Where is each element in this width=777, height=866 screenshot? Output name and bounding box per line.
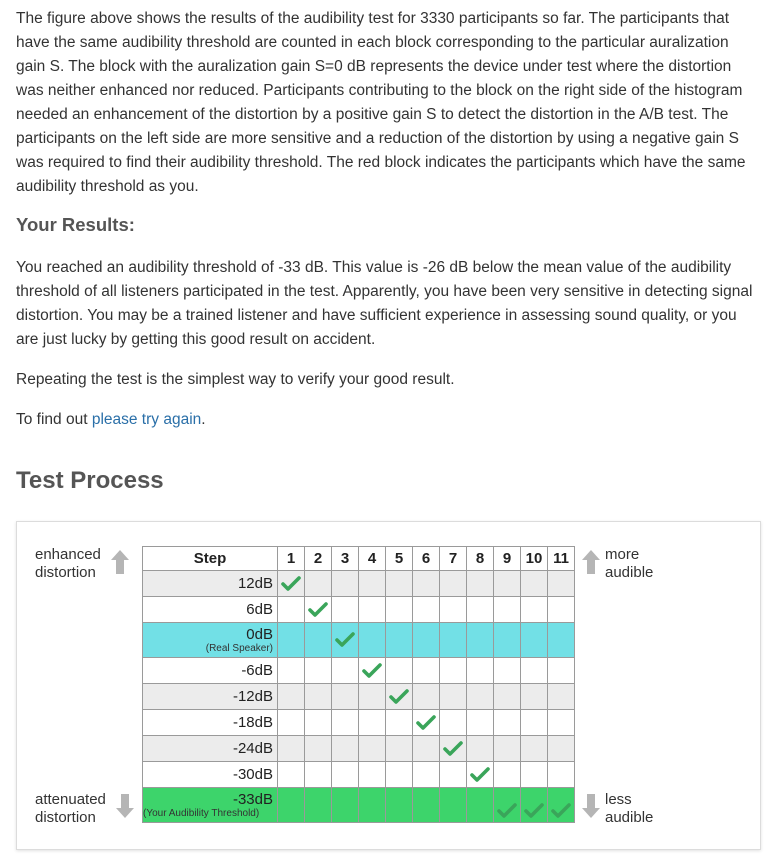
- step-cell: [278, 710, 305, 736]
- table-row: [143, 710, 575, 736]
- checkmark-icon: [440, 738, 466, 760]
- gain-label-cell: [143, 597, 278, 623]
- checkmark-icon: [548, 800, 574, 822]
- step-cell: [521, 710, 548, 736]
- gain-label: 12dB: [237, 575, 273, 592]
- step-cell: [386, 597, 413, 623]
- step-cell: [359, 623, 386, 658]
- step-cell: [332, 762, 359, 788]
- step-cell: [413, 736, 440, 762]
- step-cell: [386, 571, 413, 597]
- find-out-suffix: .: [201, 411, 206, 428]
- step-cell: [440, 571, 467, 597]
- step-cell: [521, 571, 548, 597]
- table-row: [143, 736, 575, 762]
- step-cell: [467, 658, 494, 684]
- step-cell: [467, 762, 494, 788]
- gain-label-cell: [143, 762, 278, 788]
- step-cell: [332, 623, 359, 658]
- step-cell: [278, 658, 305, 684]
- step-cell: [467, 597, 494, 623]
- step-number-header: 6: [413, 547, 440, 571]
- checkmark-icon: [278, 573, 304, 595]
- test-process-table: [142, 546, 575, 823]
- step-cell: [521, 623, 548, 658]
- step-cell: [305, 762, 332, 788]
- attenuated-text: attenuated: [35, 791, 106, 808]
- step-cell: [467, 710, 494, 736]
- step-cell: [359, 571, 386, 597]
- step-cell: [359, 684, 386, 710]
- step-cell: [521, 736, 548, 762]
- table-row: [143, 571, 575, 597]
- checkmark-icon: [413, 712, 439, 734]
- step-cell: [359, 597, 386, 623]
- step-number-header: 5: [386, 547, 413, 571]
- gain-label: -30dB: [232, 766, 273, 783]
- step-number-header: 7: [440, 547, 467, 571]
- table-row: [143, 684, 575, 710]
- less-audible-text: audible: [605, 809, 654, 826]
- step-cell: [278, 571, 305, 597]
- step-cell: [359, 710, 386, 736]
- step-cell: [359, 762, 386, 788]
- step-cell: [305, 710, 332, 736]
- step-cell: [494, 710, 521, 736]
- step-cell: [548, 710, 575, 736]
- step-cell: [413, 597, 440, 623]
- step-cell: [305, 736, 332, 762]
- step-cell: [278, 684, 305, 710]
- step-cell: [278, 736, 305, 762]
- step-cell: [386, 762, 413, 788]
- step-cell: [494, 684, 521, 710]
- step-cell: [494, 571, 521, 597]
- step-cell: [278, 762, 305, 788]
- gain-label: 0dB: [246, 625, 273, 643]
- gain-label-cell: [143, 736, 278, 762]
- step-cell: [305, 658, 332, 684]
- checkmark-icon: [494, 800, 520, 822]
- step-cell: [521, 684, 548, 710]
- more-audible-text: audible: [605, 564, 654, 581]
- gain-label-cell: [143, 710, 278, 736]
- gain-label-cell: [143, 623, 278, 658]
- arrow-down-icon: [115, 793, 135, 819]
- gain-label-cell: [143, 658, 278, 684]
- step-cell: [386, 788, 413, 823]
- step-cell: [548, 571, 575, 597]
- gain-label-cell: [143, 684, 278, 710]
- checkmark-icon: [332, 629, 358, 651]
- table-row: [143, 762, 575, 788]
- step-cell: [440, 658, 467, 684]
- table-row: [143, 597, 575, 623]
- step-number-header: 1: [278, 547, 305, 571]
- step-cell: [548, 788, 575, 823]
- step-cell: [305, 684, 332, 710]
- step-cell: [359, 658, 386, 684]
- step-cell: [278, 623, 305, 658]
- step-cell: [305, 623, 332, 658]
- step-cell: [440, 762, 467, 788]
- step-cell: [305, 597, 332, 623]
- step-cell: [494, 623, 521, 658]
- step-cell: [278, 597, 305, 623]
- step-header: Step: [143, 547, 278, 571]
- step-cell: [413, 710, 440, 736]
- step-cell: [359, 736, 386, 762]
- step-cell: [440, 597, 467, 623]
- step-cell: [548, 623, 575, 658]
- table-row: [143, 658, 575, 684]
- more-text: more: [605, 546, 640, 563]
- step-cell: [413, 623, 440, 658]
- more-audible-label: [605, 546, 653, 582]
- step-cell: [332, 710, 359, 736]
- step-cell: [413, 658, 440, 684]
- step-cell: [359, 788, 386, 823]
- step-cell: [548, 658, 575, 684]
- table-row: [143, 788, 575, 823]
- enhanced-text: enhanced: [35, 546, 101, 563]
- gain-sublabel: (Real Speaker): [205, 642, 273, 654]
- step-cell: [413, 788, 440, 823]
- step-cell: [467, 736, 494, 762]
- step-cell: [467, 788, 494, 823]
- results-paragraph: You reached an audibility threshold of -33 dB. This value is -26 dB below the mean value of the audibility threshold of all listeners participated in the test. Apparently, you have been very sensitive in detecting signal distortion. You may be a trained listener and have sufficient experience in assessing sound quality, or you are just lucky by getting this good result on accident.: [16, 259, 753, 348]
- step-cell: [332, 684, 359, 710]
- step-cell: [548, 762, 575, 788]
- gain-sublabel: (Your Audibility Threshold): [143, 807, 260, 819]
- test-process-panel: [16, 521, 761, 850]
- step-cell: [440, 710, 467, 736]
- results-heading: Your Results:: [16, 214, 135, 235]
- step-number-header: 4: [359, 547, 386, 571]
- attenuated-distortion-text: distortion: [35, 809, 96, 826]
- step-cell: [386, 658, 413, 684]
- step-cell: [332, 658, 359, 684]
- checkmark-icon: [305, 599, 331, 621]
- step-cell: [440, 788, 467, 823]
- step-cell: [521, 762, 548, 788]
- step-cell: [548, 597, 575, 623]
- step-cell: [278, 788, 305, 823]
- step-cell: [521, 597, 548, 623]
- step-cell: [494, 788, 521, 823]
- test-process-heading: Test Process: [16, 467, 164, 494]
- step-cell: [467, 623, 494, 658]
- step-cell: [386, 710, 413, 736]
- intro-paragraph: The figure above shows the results of the audibility test for 3330 participants so far. The participants that have the same audibility threshold are counted in each block corresponding to the particular auralization gain S. The block with the auralization gain S=0 dB represents the device under test where the distortion was neither enhanced nor reduced. Participants contributing to the block on the right side of the histogram needed an enhancement of the distortion by a positive gain S to detect the distortion in the A/B test. The participants on the left side are more sensitive and a reduction of the distortion by using a negative gain S was required to find their audibility threshold. The red block indicates the participants which have the same audibility threshold as you.: [16, 10, 746, 195]
- gain-label: -24dB: [232, 740, 273, 757]
- step-cell: [548, 684, 575, 710]
- step-number-header: 2: [305, 547, 332, 571]
- gain-label: -6dB: [241, 662, 273, 679]
- attenuated-distortion-label: [35, 791, 106, 827]
- step-cell: [494, 762, 521, 788]
- step-cell: [521, 658, 548, 684]
- gain-label: 6dB: [246, 601, 273, 618]
- step-cell: [440, 684, 467, 710]
- step-cell: [467, 571, 494, 597]
- arrow-up-icon: [581, 549, 601, 575]
- step-number-header: 9: [494, 547, 521, 571]
- less-text: less: [605, 791, 632, 808]
- step-cell: [305, 571, 332, 597]
- step-cell: [521, 788, 548, 823]
- step-cell: [548, 736, 575, 762]
- step-cell: [386, 623, 413, 658]
- step-cell: [467, 684, 494, 710]
- step-cell: [386, 736, 413, 762]
- gain-label: -12dB: [232, 688, 273, 705]
- find-out-prefix: To find out: [16, 411, 92, 428]
- arrow-down-icon: [581, 793, 601, 819]
- step-cell: [494, 736, 521, 762]
- step-cell: [494, 597, 521, 623]
- gain-label-cell: [143, 571, 278, 597]
- enhanced-distortion-label: [35, 546, 101, 582]
- checkmark-icon: [359, 660, 385, 682]
- find-out-paragraph: [16, 408, 761, 432]
- arrow-up-icon: [110, 549, 130, 575]
- checkmark-icon: [521, 800, 547, 822]
- less-audible-label: [605, 791, 653, 827]
- table-row: [143, 623, 575, 658]
- step-number-header: 3: [332, 547, 359, 571]
- step-number-header: 10: [521, 547, 548, 571]
- enhanced-distortion-text: distortion: [35, 564, 96, 581]
- gain-label: -18dB: [232, 714, 273, 731]
- try-again-link[interactable]: please try again: [91, 411, 202, 428]
- table-header-row: [143, 547, 575, 571]
- step-number-header: 8: [467, 547, 494, 571]
- step-cell: [332, 597, 359, 623]
- step-cell: [332, 788, 359, 823]
- step-cell: [386, 684, 413, 710]
- step-number-header: 11: [548, 547, 575, 571]
- step-cell: [332, 571, 359, 597]
- checkmark-icon: [386, 686, 412, 708]
- gain-label-cell: [143, 788, 278, 823]
- step-cell: [413, 571, 440, 597]
- step-cell: [494, 658, 521, 684]
- step-cell: [413, 684, 440, 710]
- repeat-paragraph: Repeating the test is the simplest way to verify your good result.: [16, 371, 455, 388]
- step-cell: [332, 736, 359, 762]
- step-cell: [440, 736, 467, 762]
- step-cell: [440, 623, 467, 658]
- step-cell: [413, 762, 440, 788]
- gain-label: -33dB: [232, 790, 273, 808]
- step-cell: [305, 788, 332, 823]
- checkmark-icon: [467, 764, 493, 786]
